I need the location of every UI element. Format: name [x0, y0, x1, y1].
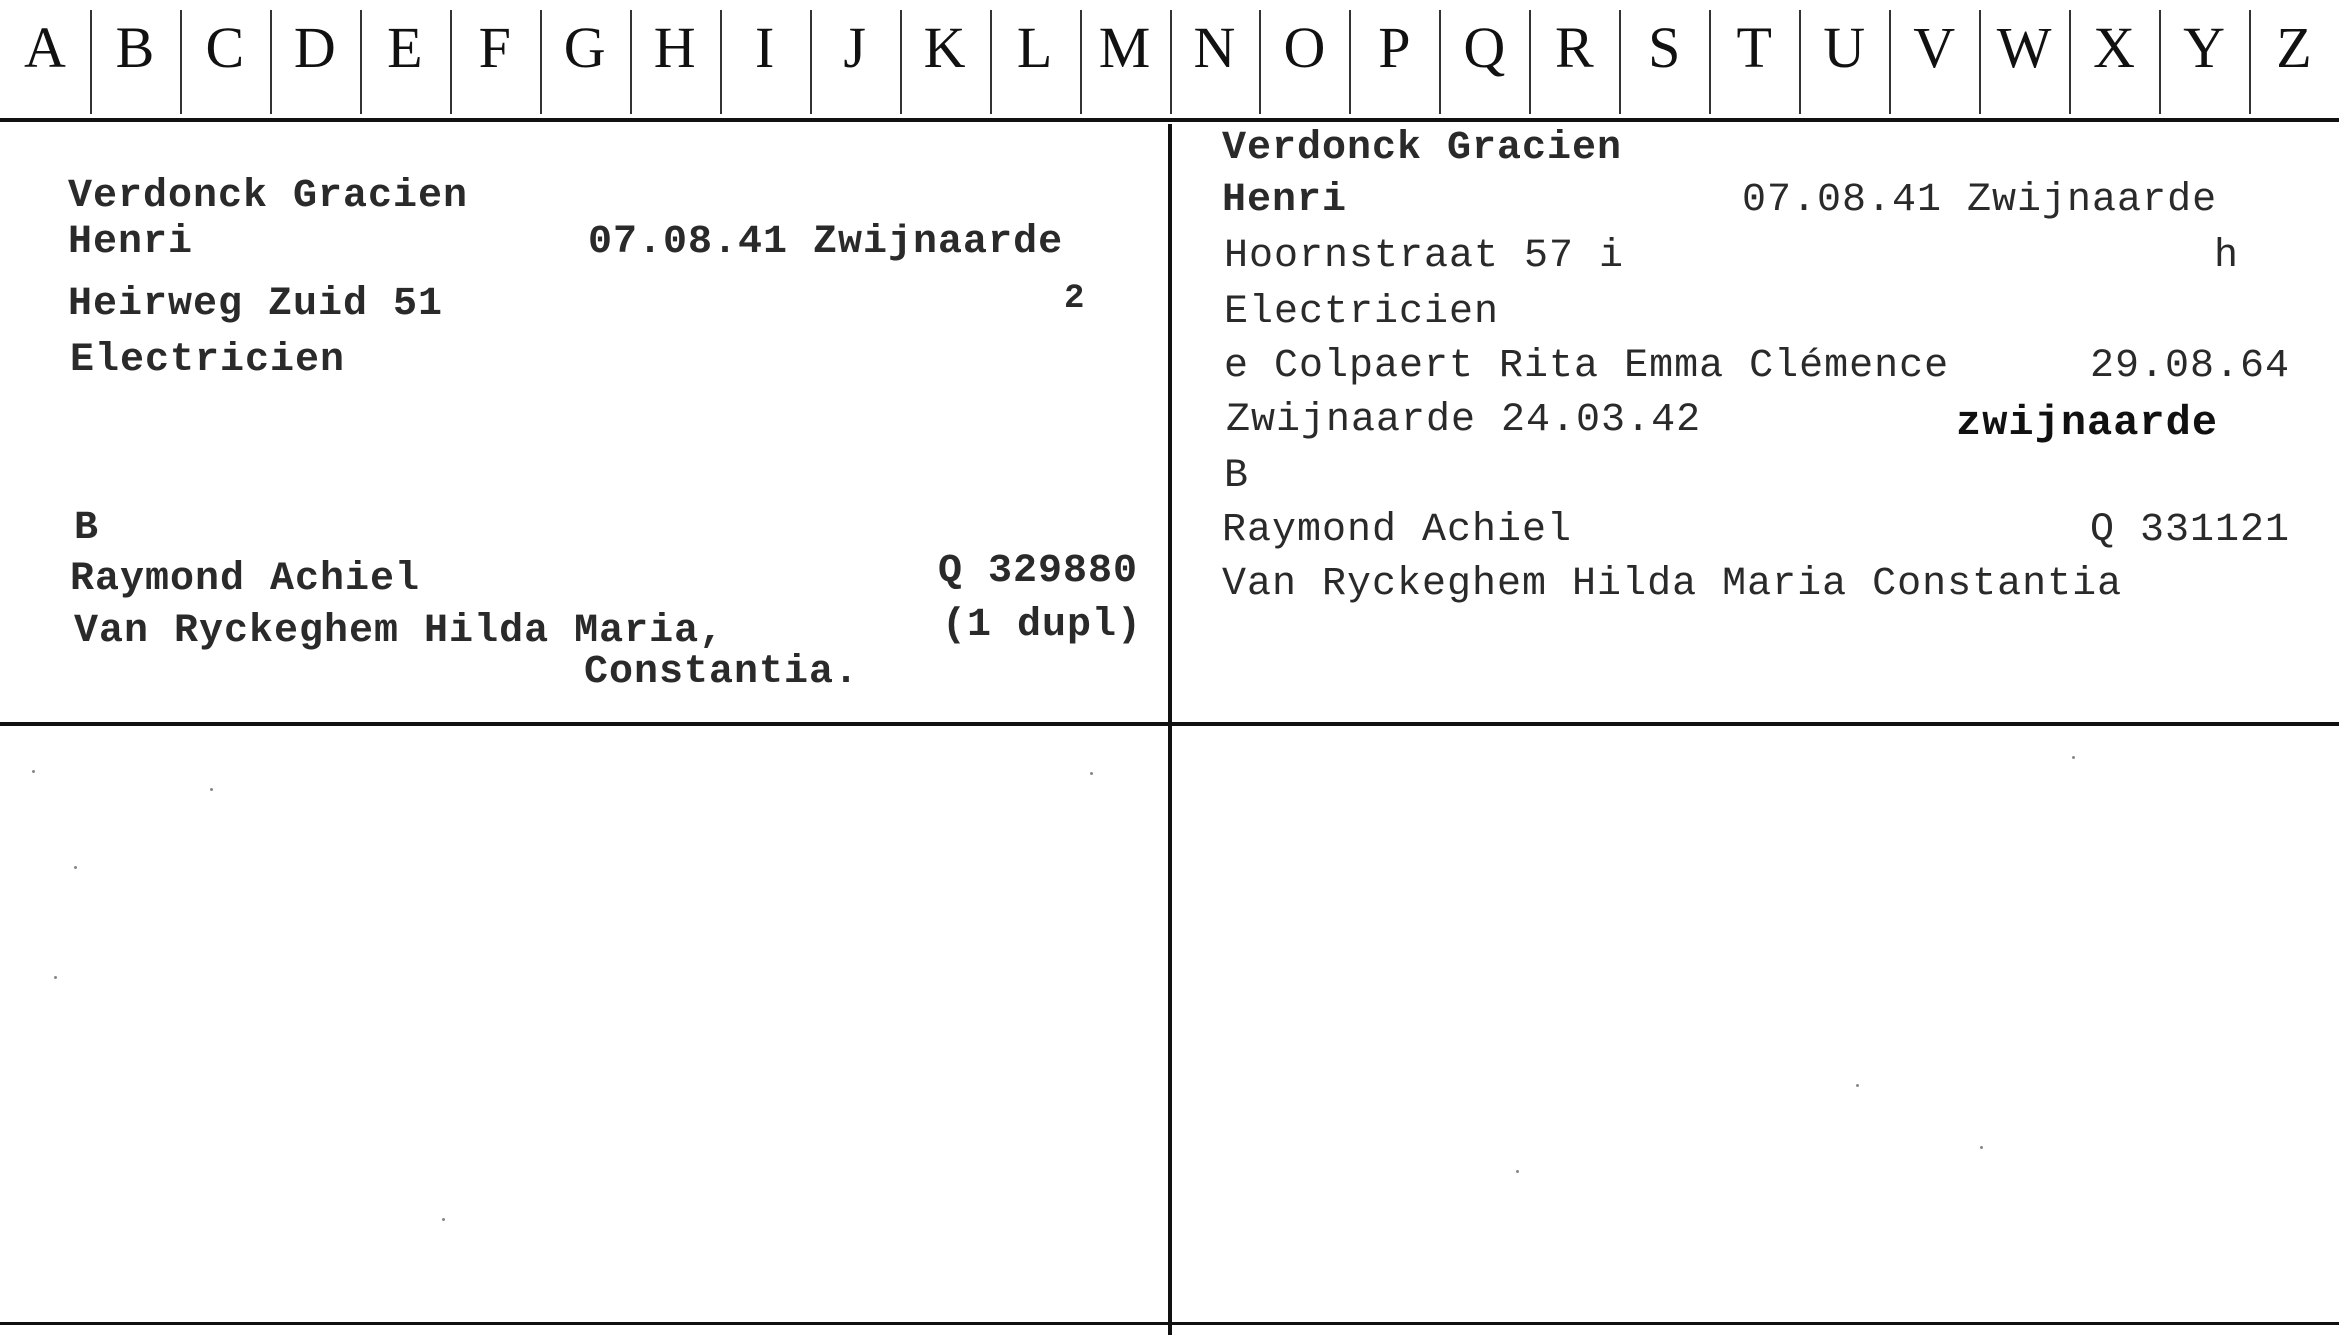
- alphabet-separator: [810, 10, 812, 114]
- alphabet-separator: [2249, 10, 2251, 114]
- alphabet-letter-r: R: [1554, 15, 1594, 80]
- alphabet-letter-y: Y: [2183, 15, 2225, 80]
- alphabet-separator: [450, 10, 452, 114]
- alphabet-letter-e: E: [387, 15, 423, 80]
- alphabet-letter-x: X: [2093, 15, 2136, 80]
- right-marriage-place: zwijnaarde: [1956, 399, 2219, 447]
- alphabet-letter-g: G: [563, 15, 606, 80]
- alphabet-letter-q: Q: [1463, 15, 1506, 80]
- right-occupation: Electricien: [1224, 290, 1500, 335]
- alphabet-separator: [180, 10, 182, 114]
- right-address: Hoornstraat 57 i: [1224, 234, 1625, 279]
- alphabet-letter-k: K: [923, 15, 966, 80]
- left-birth: 07.08.41 Zwijnaarde: [588, 220, 1064, 265]
- alphabet-separator: [1349, 10, 1351, 114]
- right-marker: B: [1224, 454, 1250, 499]
- alphabet-letter-w: W: [1996, 15, 2052, 80]
- right-name: Verdonck Gracien: [1222, 126, 1623, 171]
- alphabet-index-bar: [0, 0, 2339, 118]
- header-rule: [0, 118, 2339, 122]
- left-mother-line1: Van Ryckeghem Hilda Maria,: [74, 609, 725, 654]
- left-mother-line2: Constantia.: [584, 650, 860, 695]
- left-address: Heirweg Zuid 51: [68, 282, 444, 327]
- right-marriage-date: 29.08.64: [2090, 344, 2291, 389]
- alphabet-letter-t: T: [1736, 15, 1772, 80]
- left-address-mark: 2: [1064, 280, 1086, 318]
- left-occupation: Electricien: [70, 338, 346, 383]
- alphabet-separator: [1799, 10, 1801, 114]
- alphabet-letter-z: Z: [2276, 15, 2312, 80]
- alphabet-letter-c: C: [205, 15, 245, 80]
- alphabet-letter-n: N: [1193, 15, 1236, 80]
- alphabet-letter-f: F: [478, 15, 511, 80]
- right-spouse: e Colpaert Rita Emma Clémence: [1224, 344, 1950, 389]
- alphabet-letter-v: V: [1913, 15, 1956, 80]
- alphabet-separator: [1080, 10, 1082, 114]
- alphabet-separator: [720, 10, 722, 114]
- right-spouse-birth: Zwijnaarde 24.03.42: [1226, 398, 1702, 443]
- alphabet-separator: [1709, 10, 1711, 114]
- alphabet-separator: [270, 10, 272, 114]
- alphabet-separator: [1619, 10, 1621, 114]
- alphabet-letter-u: U: [1823, 15, 1866, 80]
- left-reference: Q 329880: [938, 549, 1139, 594]
- alphabet-separator: [360, 10, 362, 114]
- alphabet-letter-d: D: [293, 15, 336, 80]
- alphabet-letter-h: H: [653, 15, 696, 80]
- alphabet-separator: [1979, 10, 1981, 114]
- bottom-rule: [0, 1322, 2339, 1325]
- right-reference: Q 331121: [2090, 508, 2291, 553]
- alphabet-separator: [1529, 10, 1531, 114]
- alphabet-separator: [1439, 10, 1441, 114]
- alphabet-separator: [990, 10, 992, 114]
- middle-rule: [0, 722, 2339, 726]
- alphabet-separator: [630, 10, 632, 114]
- alphabet-separator: [1889, 10, 1891, 114]
- alphabet-letter-o: O: [1283, 15, 1326, 80]
- right-mother: Van Ryckeghem Hilda Maria Constantia: [1222, 562, 2123, 607]
- left-duplicate-note: (1 dupl): [942, 603, 1143, 648]
- right-birth: 07.08.41 Zwijnaarde: [1742, 178, 2218, 223]
- right-address-mark: h: [2214, 234, 2240, 279]
- left-father: Raymond Achiel: [70, 557, 421, 602]
- right-father: Raymond Achiel: [1222, 508, 1573, 553]
- alphabet-separator: [2069, 10, 2071, 114]
- alphabet-letter-a: A: [24, 15, 66, 80]
- alphabet-separator: [900, 10, 902, 114]
- left-second-name: Henri: [68, 220, 194, 265]
- alphabet-separator: [2159, 10, 2161, 114]
- alphabet-letter-p: P: [1378, 15, 1411, 80]
- alphabet-separator: [1259, 10, 1261, 114]
- right-second-name: Henri: [1222, 178, 1348, 223]
- alphabet-letter-b: B: [115, 15, 155, 80]
- alphabet-letter-i: I: [755, 15, 775, 80]
- left-name: Verdonck Gracien: [68, 174, 469, 219]
- alphabet-letter-j: J: [843, 15, 866, 80]
- alphabet-separator: [1170, 10, 1172, 114]
- alphabet-letter-l: L: [1016, 15, 1053, 80]
- alphabet-separator: [540, 10, 542, 114]
- alphabet-letter-s: S: [1648, 15, 1681, 80]
- left-marker: B: [74, 506, 100, 551]
- alphabet-letter-m: M: [1098, 15, 1151, 80]
- center-divider: [1168, 124, 1172, 1335]
- alphabet-separator: [90, 10, 92, 114]
